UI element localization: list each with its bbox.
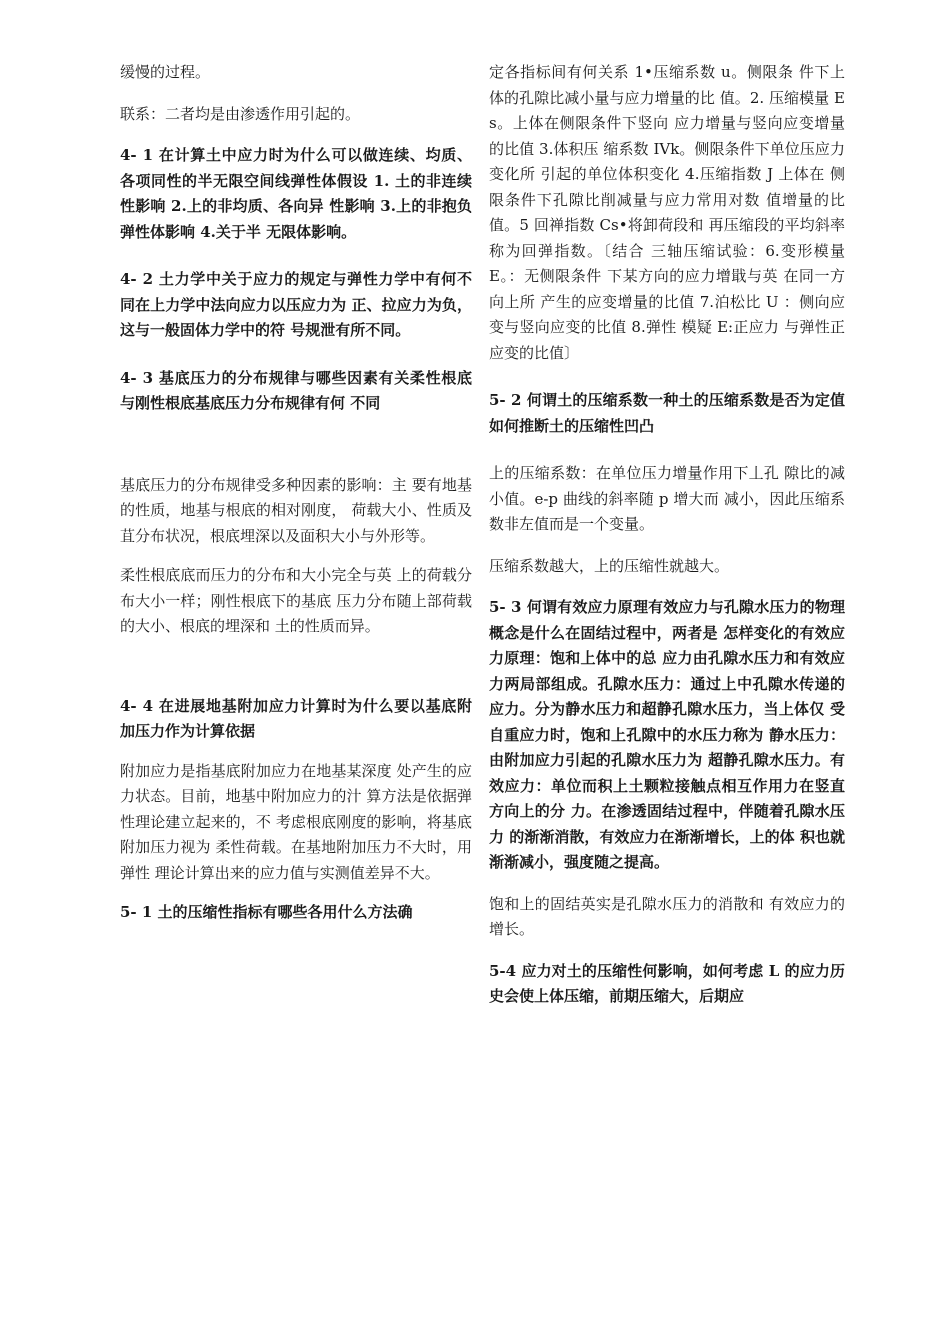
question-5-4: 5-4 应力对土的压缩性何影响，如何考虑 L 的应力历史会使上体压缩，前期压缩大，后期应 bbox=[489, 961, 845, 1005]
right-column bbox=[489, 60, 845, 1010]
paragraph: 柔性根底底而压力的分布和大小完全与英 上的荷载分布大小一样；刚性根底下的基底 压力分布随上部荷载的大小、根底的埋深和 土的性质而异。 bbox=[120, 566, 472, 635]
question-4-3: 4- 3 基底压力的分布规律与哪些因素有关柔性根底与刚性根底基底压力分布规律有何 不同 bbox=[120, 368, 472, 412]
paragraph: 附加应力是指基底附加应力在地基某深度 处产生的应力状态。目前，地基中附加应力的汁 算方法是依据弹性理论建立起来的，不 考虑根底刚度的影响，将基底附加压力视为 柔性荷载。在基地附加压力不大时，用弹性 理论计算出来的应力值与实测值差异不大。 bbox=[120, 761, 472, 882]
paragraph: 饱和上的固结英实是孔隙水压力的消散和 有效应力的增长。 bbox=[489, 894, 845, 938]
paragraph: 上的压缩系数：在单位压力增量作用下丄孔 隙比的减小值。e-p 曲线的斜率随 p 增大而 减小，因此压缩系数非左值而是一个变量。 bbox=[489, 464, 845, 533]
question-5-1: 5- 1 土的压缩性指标有哪些各用什么方法确 bbox=[120, 903, 413, 921]
paragraph: 基底压力的分布规律受多种因素的影响：主 要有地基的性质，地基与根底的相对刚度， 荷载大小、性质及苴分布状况，根底埋深以及面积大小与外形等。 bbox=[120, 475, 472, 545]
question-4-4: 4- 4 在进展地基附加应力计算时为什么要以基底附加压力作为计算依据 bbox=[120, 696, 472, 740]
question-5-3: 5- 3 何谓有效应力原理有效应力与孔隙水压力的物理概念是什么在固结过程中，两者是 怎样变化的有效应力原理：饱和上体中的总 应力由孔隙水压力和有效应力两局部组成。孔隙水压力：通过上中孔隙水传递的应力。分为静水压力和超静孔隙水压力，当上体仅 受自重应力时，饱和上孔隙中的水压力称为 静水压力：由附加应力引起的孔隙水压力为 超静孔隙水压力。有效应力：单位而积上土颗粒接触点相互作用力在竖直方向上的分 力。在渗透固结过程中，伴随着孔隙水压力 的渐渐消散，有效应力在渐渐增长，上的体 积也就渐渐减小，强度随之提高。 bbox=[489, 598, 845, 871]
left-column bbox=[120, 60, 472, 926]
question-4-1: 4- 1 在计算土中应力时为什么可以做连续、均质、各项同性的半无限空间线弹性体假设 1. 土的非连续性影响 2.上的非均质、各向异 性影响 3.上的非抱负弹性体影响 4.关于半 无限体影响。 bbox=[120, 146, 472, 241]
paragraph: 定各指标间有何关系 1•压缩系数 u。侧限条 件下上体的孔隙比减小量与应力增量的比 值。2. 压缩模量 Es。上体在侧限条件下竖向 应力增量与竖向应变增量的比值 3.体积压 缩系数 IVk。侧限条件下单位压应力变化所 引起的单位体积变化 4.压缩指数 J 上体在 侧限条件下孔隙比削减量与应力常用对数 值增量的比值。5 回禅指数 Cs•将卸荷段和 再压缩段的平均斜率称为回弹指数。〔结合 三轴压缩试验：6.变形模量 E。：无侧限条件 下某方向的应力增戢与英 在同一方向上所 产生的应变增量的比值 7.泊松比 U ：侧向应 变与竖向应变的比值 8.弹性 模疑 E:正应力 与弹性正应变的比值〕 bbox=[489, 63, 845, 362]
paragraph: 缓慢的过程。 bbox=[120, 63, 211, 81]
paragraph: 联系：二者均是由渗透作用引起的。 bbox=[120, 104, 361, 123]
question-4-2: 4- 2 土力学中关于应力的规定与弹性力学中有何不同在上力学中法向应力以压应力为 正、拉应力为负，这与一般固体力学中的符 号规泄有所不同。 bbox=[120, 270, 472, 339]
paragraph: 压缩系数越大，上的压缩性就越大。 bbox=[489, 556, 730, 575]
question-5-2: 5- 2 何谓土的压缩系数一种土的压缩系数是否为定值如何推断土的压缩性凹凸 bbox=[489, 391, 845, 435]
